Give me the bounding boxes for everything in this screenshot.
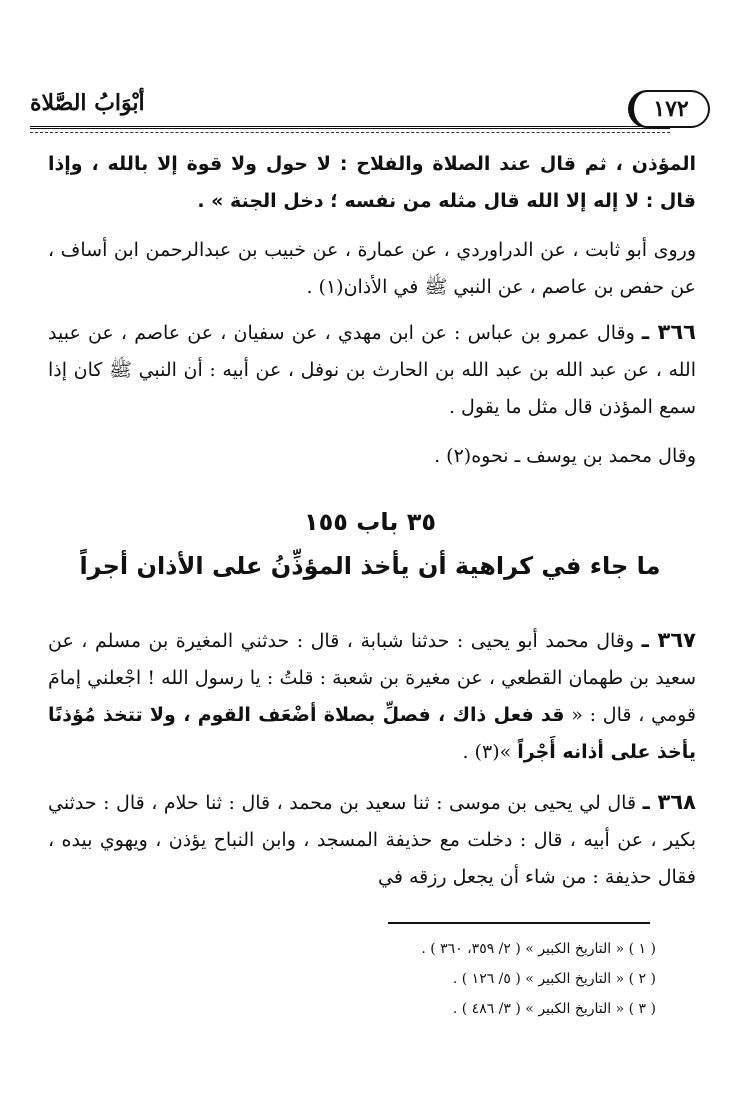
hadith-text-367: وقال محمد أبو يحيى : حدثنا شبابة ، قال : حدثني المغيرة بن مسلم ، عن سعيد بن طهمان القطعي ، عن مغيرة بن شعبة : قلتُ : يا رسول الله ! اجْعلني إمامَ قومي ، قال : «: [48, 630, 697, 726]
hadith-number-367: ٣٦٧ ـ: [641, 628, 696, 652]
hadith-end-367: »(٣) .: [462, 741, 512, 763]
header-rule: [30, 126, 670, 129]
footnote-2: ( ٢ ) « التاريخ الكبير » ( ٥/ ١٢٦ ) .: [452, 971, 656, 987]
paragraph-4: وقال محمد بن يوسف ـ نحوه(٢) .: [434, 445, 696, 467]
hadith-number-366: ٣٦٦ ـ: [641, 320, 696, 344]
chapter-number: ٣٥ باب ١٥٥: [303, 508, 437, 536]
footnotes: [96, 934, 656, 1024]
header-rule-dashed: [30, 132, 670, 133]
paragraph-367: [48, 622, 696, 771]
chapter-title: ما جاء في كراهية أن يأخذ المؤذِّنُ على الأذان أجراً: [79, 552, 661, 580]
paragraph-368: [48, 784, 696, 896]
paragraph-366: [48, 314, 696, 426]
running-title: أبْوَابُ الصَّلاة: [30, 90, 145, 116]
paragraph-1: المؤذن ، ثم قال عند الصلاة والفلاح : لا حول ولا قوة إلا بالله ، وإذا قال : لا إله إلا الله قال مثله من نفسه ؛ دخل الجنة » .: [48, 153, 696, 212]
hadith-text-366: وقال عمرو بن عباس : عن ابن مهدي ، عن سفيان ، عن عاصم ، عن عبيد الله ، عن عبد الله بن عبد الله بن الحارث بن نوفل ، عن أبيه : أن النبي ﷺ كان إذا سمع المؤذن قال مثل ما يقول .: [48, 322, 696, 418]
page-header: [30, 86, 710, 136]
hadith-quote-367: قد فعل ذاك ، فصلِّ بصلاة أضْعَف القوم ، ولا تتخذ مُؤذنًا يأخذ على أذانه أَجْراً: [48, 704, 696, 763]
page-number: ١٧٢: [628, 90, 710, 128]
footnote-3: ( ٣ ) « التاريخ الكبير » ( ٣/ ٤٨٦ ) .: [452, 1001, 656, 1017]
paragraph-2: وروى أبو ثابت ، عن الدراوردي ، عن عمارة ، عن خبيب بن عبدالرحمن ابن أساف ، عن حفص بن عاصم ، عن النبي ﷺ في الأذان(١) .: [48, 239, 696, 298]
footnote-1: ( ١ ) « التاريخ الكبير » ( ٢/ ٣٥٩، ٣٦٠ ) .: [421, 941, 656, 957]
hadith-number-368: ٣٦٨ ـ: [642, 790, 696, 814]
footnote-rule: [388, 922, 650, 924]
hadith-text-368: قال لي يحيى بن موسى : ثنا سعيد بن محمد ، قال : ثنا حلام ، قال : حدثني بكير ، عن أبيه ، قال : دخلت مع حذيفة المسجد ، وابن النباح يؤذن ، ويهوي بيده ، فقال حذيفة : من شاء أن يجعل رزقه في: [48, 792, 696, 888]
